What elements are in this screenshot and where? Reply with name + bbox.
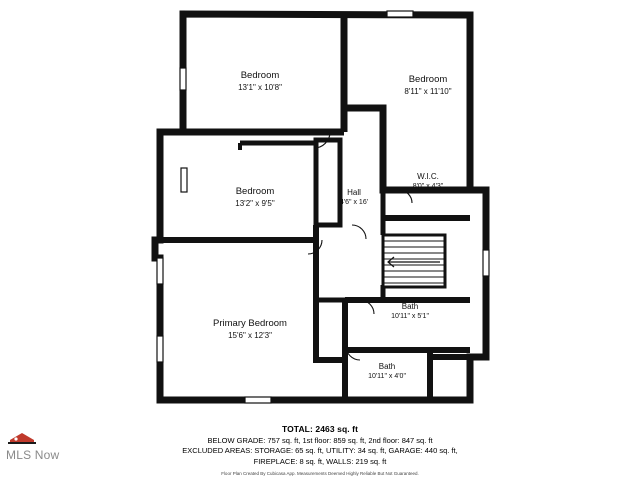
room-name: Bedroom: [408, 74, 448, 85]
room-dimension: 13'2" x 9'5": [235, 198, 275, 208]
room-name: Bedroom: [240, 70, 280, 81]
room-dimension: 15'6" x 12'3": [228, 330, 272, 340]
disclaimer-text: Floor Plan Created By Cubicasa App. Measurements Deemed Highly Reliable But Not Guaranteed.: [221, 470, 419, 476]
house-logo-icon: [6, 430, 52, 446]
room-label-bath-2: [345, 362, 429, 382]
fireplace-walls-line: FIREPLACE: 8 sq. ft, WALLS: 219 sq. ft: [253, 456, 387, 466]
room-name: Bath: [401, 302, 419, 311]
room-dimension: 10'11" x 4'0": [368, 373, 406, 380]
room-name: Bedroom: [235, 186, 275, 197]
room-name: Hall: [347, 188, 361, 197]
room-dimension: 10'11" x 5'1": [391, 313, 429, 320]
total-sqft: TOTAL: 2463 sq. ft: [281, 424, 359, 434]
floorplan-summary: [0, 424, 640, 480]
room-name: W.I.C.: [417, 172, 439, 181]
room-label-wic: [390, 172, 466, 192]
room-label-bedroom-2: [378, 74, 478, 97]
room-label-bedroom-1: [205, 70, 315, 93]
brand-block: [6, 430, 86, 462]
room-name: Primary Bedroom: [213, 318, 287, 329]
room-label-primary-bedroom: [185, 318, 315, 341]
room-label-bath-1: [368, 302, 452, 322]
excluded-areas-line: EXCLUDED AREAS: STORAGE: 65 sq. ft, UTILITY: 34 sq. ft, GARAGE: 440 sq. ft,: [182, 446, 458, 455]
brand-name: MLS Now: [6, 448, 60, 462]
room-dimension: 8'11" x 11'10": [404, 86, 452, 96]
room-dimension: 8'0" x 4'3": [412, 183, 444, 190]
room-label-hall: [323, 188, 385, 208]
room-dimension: 13'1" x 10'8": [238, 82, 282, 92]
room-name: Bath: [378, 362, 396, 371]
room-label-bedroom-3: [200, 186, 310, 209]
room-dimension: 4'6" x 16': [339, 199, 369, 206]
below-grade-line: BELOW GRADE: 757 sq. ft, 1st floor: 859 sq. ft, 2nd floor: 847 sq. ft: [207, 435, 433, 445]
